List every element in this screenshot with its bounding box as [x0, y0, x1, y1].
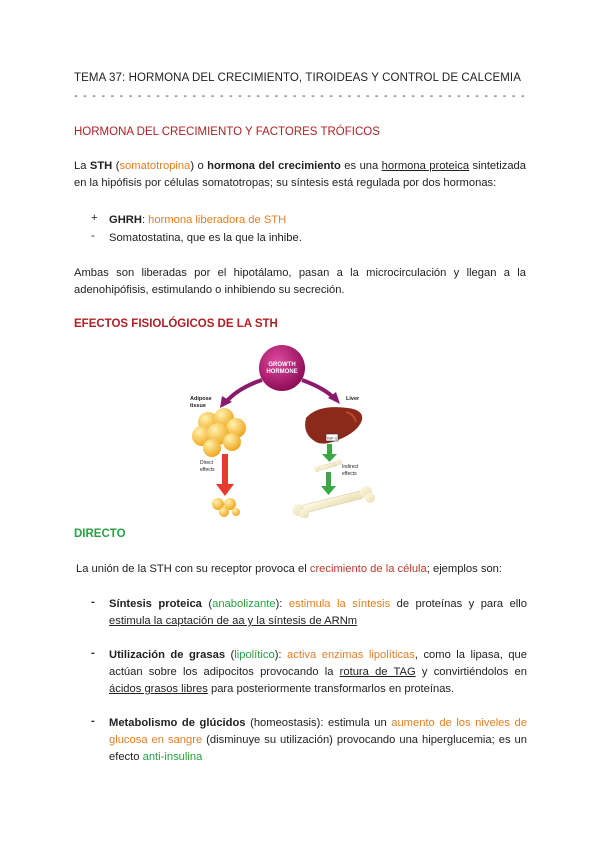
- direct-label-1: Direct: [200, 460, 214, 466]
- growth-hormone-sphere: [259, 345, 305, 391]
- growth-hormone-diagram: [178, 340, 390, 518]
- directo-intro: La unión de la STH con su receptor provoca el crecimiento de la célula; ejemplos son:: [76, 563, 502, 575]
- indirect-arrow-shaft-2: [326, 472, 331, 486]
- crecimiento-celula-term: crecimiento de la célula: [309, 563, 427, 575]
- intro-paragraph: La STH (somatotropina) o hormona del crecimiento es una hormona proteica sintetizada en la hipófisis por células somatotropas; su síntesis está regulada por dos hormonas:: [74, 160, 526, 189]
- somatotropina-term: somatotropina: [119, 160, 191, 172]
- section-heading-directo: DIRECTO: [74, 528, 126, 540]
- sth-term: STH: [89, 160, 113, 172]
- item-metabolismo-glucidos: Metabolismo de glúcidos (homeostasis): estimula un aumento de los niveles de glucosa en sangre (disminuye su utilización) provocando una hiperglucemia; es un efecto anti-insulina: [109, 717, 527, 763]
- direct-arrow-shaft: [222, 454, 228, 484]
- adipose-label-2: tissue: [190, 403, 206, 409]
- hormona-proteica-term: hormona proteica: [381, 160, 470, 172]
- bullet-ghrh: GHRH: hormona liberadora de STH: [109, 214, 287, 226]
- liver-label: Liver: [346, 396, 360, 402]
- item-dash-1: -: [91, 596, 95, 608]
- bullet-somatostatina: Somatostatina, que es la que la inhibe.: [109, 232, 302, 244]
- title-dashed-rule: - - - - - - - - - - - - - - - - - - - - - - - - - - - - - - - - - - - - - - - - - - - - - - - - - -: [74, 90, 526, 102]
- item-dash-3: -: [91, 715, 95, 727]
- section-heading-efectos: EFECTOS FISIOLÓGICOS DE LA STH: [74, 318, 278, 330]
- item-dash-2: -: [91, 647, 95, 659]
- item-sintesis-proteica: Síntesis proteica (anabolizante): estimula la síntesis de proteínas y para ello estimula la captación de aa y la síntesis de ARNm: [109, 598, 527, 627]
- indirect-label-2: effects: [342, 471, 357, 477]
- bullet-dash: -: [91, 230, 95, 242]
- paragraph-liberadas: Ambas son liberadas por el hipotálamo, pasan a la microcirculación y llegan a la adenohipófisis, estimulando o inhibiendo su secreción.: [74, 267, 526, 296]
- hormone-label-2: HORMONE: [266, 369, 298, 375]
- indirect-label-1: Indirect: [342, 464, 359, 470]
- document-title: TEMA 37: HORMONA DEL CRECIMIENTO, TIROIDEAS Y CONTROL DE CALCEMIA: [74, 72, 521, 84]
- igf-label: IGF-1: [326, 435, 338, 441]
- indirect-arrow-shaft-1: [327, 444, 332, 454]
- hormone-label-1: GROWTH: [268, 362, 296, 368]
- direct-label-2: effects: [200, 467, 215, 473]
- hormona-crecimiento-term: hormona del crecimiento: [207, 160, 341, 172]
- item-utilizacion-grasas: Utilización de grasas (lipolítico): activa enzimas lipolíticas, como la lipasa, que actúan sobre los adipocitos provocando la rotura de TAG y convirtiéndolos en ácidos grasos libres para posteriormente transformarlos en proteínas.: [109, 649, 527, 695]
- bullet-plus: +: [91, 212, 98, 224]
- section-heading-hormona: HORMONA DEL CRECIMIENTO Y FACTORES TRÓFICOS: [74, 126, 380, 138]
- adipose-label-1: Adipose: [190, 396, 212, 402]
